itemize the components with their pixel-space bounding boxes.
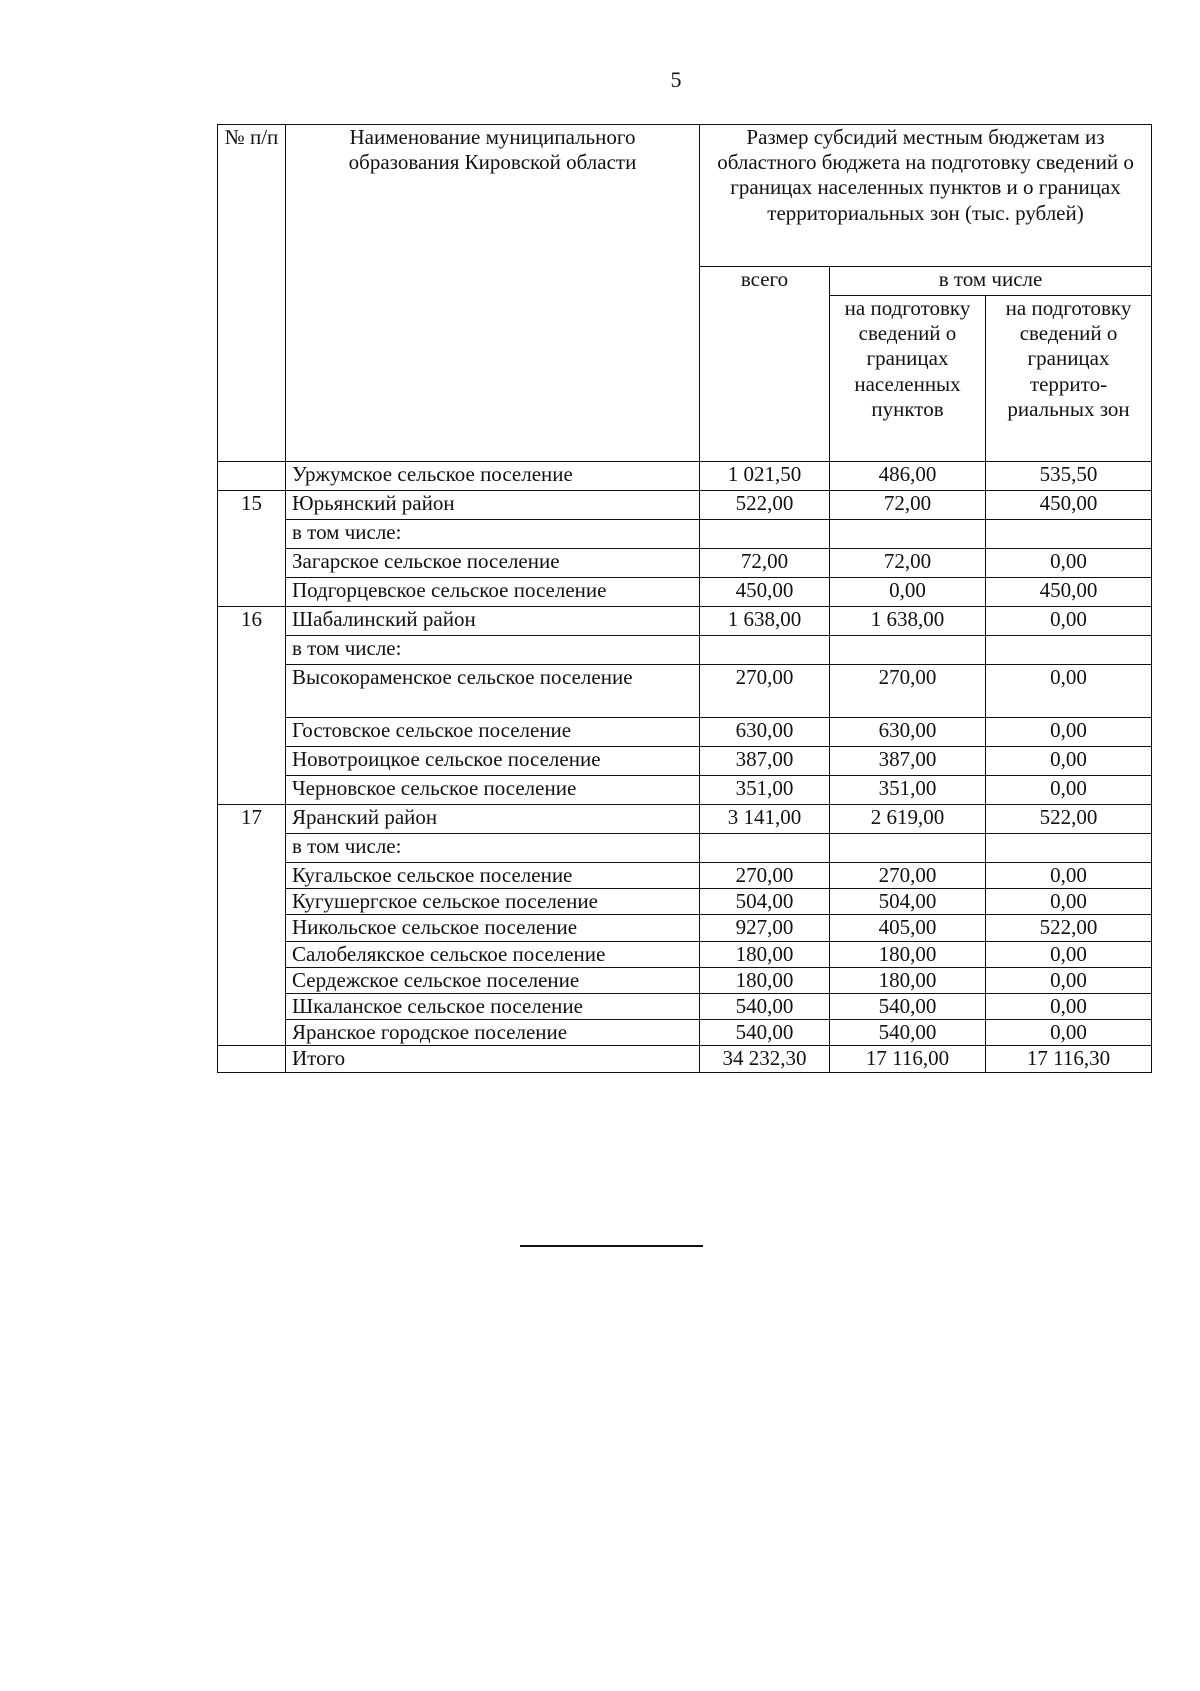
total-value xyxy=(700,520,830,549)
zone-boundaries-value: 0,00 xyxy=(986,967,1152,993)
municipality-name: Салобелякское сельское поселение xyxy=(286,941,700,967)
settlement-boundaries-value: 270,00 xyxy=(830,863,986,889)
settlement-boundaries-value xyxy=(830,520,986,549)
municipality-name: Загарское сельское поселение xyxy=(286,549,700,578)
municipality-name: Яранское городское поселение xyxy=(286,1020,700,1046)
total-value: 180,00 xyxy=(700,941,830,967)
zone-boundaries-value: 522,00 xyxy=(986,915,1152,941)
table-row xyxy=(218,462,1152,491)
total-value: 72,00 xyxy=(700,549,830,578)
total-value: 927,00 xyxy=(700,915,830,941)
table-row xyxy=(218,1046,1152,1072)
total-value xyxy=(700,636,830,665)
table-row xyxy=(218,776,1152,805)
settlement-boundaries-value: 17 116,00 xyxy=(830,1046,986,1072)
table-row xyxy=(218,607,1152,636)
municipality-name: Шкаланское сельское поселение xyxy=(286,993,700,1019)
settlement-boundaries-value: 0,00 xyxy=(830,578,986,607)
settlement-boundaries-value: 270,00 xyxy=(830,665,986,718)
total-value: 1 021,50 xyxy=(700,462,830,491)
table-row xyxy=(218,578,1152,607)
row-number: 16 xyxy=(218,607,286,805)
header-settlement-boundaries: на подготовку сведений о границах населенных пунктов xyxy=(830,296,986,462)
zone-boundaries-value: 0,00 xyxy=(986,607,1152,636)
settlement-boundaries-value: 486,00 xyxy=(830,462,986,491)
settlement-boundaries-value xyxy=(830,636,986,665)
municipality-name: Кугальское сельское поселение xyxy=(286,863,700,889)
zone-boundaries-value: 0,00 xyxy=(986,549,1152,578)
municipality-name: Кугушергское сельское поселение xyxy=(286,889,700,915)
zone-boundaries-value: 522,00 xyxy=(986,805,1152,834)
zone-boundaries-value xyxy=(986,520,1152,549)
table-row xyxy=(218,665,1152,718)
table-row xyxy=(218,805,1152,834)
table-row xyxy=(218,520,1152,549)
zone-boundaries-value: 17 116,30 xyxy=(986,1046,1152,1072)
table-row xyxy=(218,941,1152,967)
total-value: 540,00 xyxy=(700,993,830,1019)
header-subsidy-size: Размер субсидий местным бюджетам из областного бюджета на подготовку сведений о границах населенных пунктов и о границах территориальных зон (тыс. рублей) xyxy=(700,125,1152,267)
settlement-boundaries-value: 540,00 xyxy=(830,1020,986,1046)
municipality-name: Высокораменское сельское поселение xyxy=(286,665,700,718)
table-row xyxy=(218,993,1152,1019)
zone-boundaries-value: 535,50 xyxy=(986,462,1152,491)
municipality-name: Черновское сельское поселение xyxy=(286,776,700,805)
settlement-boundaries-value: 180,00 xyxy=(830,967,986,993)
table-row xyxy=(218,636,1152,665)
settlement-boundaries-value: 351,00 xyxy=(830,776,986,805)
table-row xyxy=(218,889,1152,915)
total-value: 351,00 xyxy=(700,776,830,805)
municipality-name: Юрьянский район xyxy=(286,491,700,520)
municipality-name: Яранский район xyxy=(286,805,700,834)
zone-boundaries-value xyxy=(986,834,1152,863)
table-row xyxy=(218,863,1152,889)
row-number: 17 xyxy=(218,805,286,1046)
total-value: 1 638,00 xyxy=(700,607,830,636)
table-row xyxy=(218,967,1152,993)
settlement-boundaries-value: 504,00 xyxy=(830,889,986,915)
municipality-name: Гостовское сельское поселение xyxy=(286,718,700,747)
header-number: № п/п xyxy=(218,125,286,462)
zone-boundaries-value xyxy=(986,636,1152,665)
municipality-name: Шабалинский район xyxy=(286,607,700,636)
total-value: 540,00 xyxy=(700,1020,830,1046)
table-row xyxy=(218,1020,1152,1046)
header-municipality: Наименование муниципального образования Кировской области xyxy=(286,125,700,462)
zone-boundaries-value: 0,00 xyxy=(986,863,1152,889)
settlement-boundaries-value: 630,00 xyxy=(830,718,986,747)
total-value: 270,00 xyxy=(700,665,830,718)
settlement-boundaries-value: 180,00 xyxy=(830,941,986,967)
municipality-name: Новотроицкое сельское поселение xyxy=(286,747,700,776)
total-value: 180,00 xyxy=(700,967,830,993)
zone-boundaries-value: 0,00 xyxy=(986,941,1152,967)
municipality-name: Уржумское сельское поселение xyxy=(286,462,700,491)
zone-boundaries-value: 0,00 xyxy=(986,993,1152,1019)
zone-boundaries-value: 450,00 xyxy=(986,491,1152,520)
header-zone-boundaries: на подготовку сведений о границах террито-риальных зон xyxy=(986,296,1152,462)
table-row xyxy=(218,915,1152,941)
municipality-name: Сердежское сельское поселение xyxy=(286,967,700,993)
zone-boundaries-value: 0,00 xyxy=(986,776,1152,805)
table-body xyxy=(218,462,1152,1073)
settlement-boundaries-value: 1 638,00 xyxy=(830,607,986,636)
subsidies-table xyxy=(217,124,1152,1073)
header-including: в том числе xyxy=(830,267,1152,296)
total-value: 387,00 xyxy=(700,747,830,776)
table-row xyxy=(218,718,1152,747)
settlement-boundaries-value: 540,00 xyxy=(830,993,986,1019)
total-value: 522,00 xyxy=(700,491,830,520)
zone-boundaries-value: 0,00 xyxy=(986,718,1152,747)
settlement-boundaries-value xyxy=(830,834,986,863)
total-value: 3 141,00 xyxy=(700,805,830,834)
settlement-boundaries-value: 387,00 xyxy=(830,747,986,776)
municipality-name: в том числе: xyxy=(286,834,700,863)
total-value: 34 232,30 xyxy=(700,1046,830,1072)
zone-boundaries-value: 0,00 xyxy=(986,747,1152,776)
settlement-boundaries-value: 72,00 xyxy=(830,491,986,520)
total-value: 450,00 xyxy=(700,578,830,607)
end-divider-line xyxy=(520,1245,703,1247)
settlement-boundaries-value: 72,00 xyxy=(830,549,986,578)
header-total: всего xyxy=(700,267,830,462)
table-row xyxy=(218,549,1152,578)
table-row xyxy=(218,491,1152,520)
municipality-name: Итого xyxy=(286,1046,700,1072)
municipality-name: в том числе: xyxy=(286,520,700,549)
zone-boundaries-value: 0,00 xyxy=(986,1020,1152,1046)
municipality-name: Никольское сельское поселение xyxy=(286,915,700,941)
row-number xyxy=(218,1046,286,1072)
row-number: 15 xyxy=(218,491,286,607)
table-row xyxy=(218,834,1152,863)
municipality-name: в том числе: xyxy=(286,636,700,665)
table-row xyxy=(218,747,1152,776)
zone-boundaries-value: 0,00 xyxy=(986,889,1152,915)
settlement-boundaries-value: 405,00 xyxy=(830,915,986,941)
municipality-name: Подгорцевское сельское поселение xyxy=(286,578,700,607)
row-number xyxy=(218,462,286,491)
total-value xyxy=(700,834,830,863)
zone-boundaries-value: 0,00 xyxy=(986,665,1152,718)
settlement-boundaries-value: 2 619,00 xyxy=(830,805,986,834)
zone-boundaries-value: 450,00 xyxy=(986,578,1152,607)
page-number: 5 xyxy=(670,67,682,92)
total-value: 630,00 xyxy=(700,718,830,747)
total-value: 270,00 xyxy=(700,863,830,889)
total-value: 504,00 xyxy=(700,889,830,915)
